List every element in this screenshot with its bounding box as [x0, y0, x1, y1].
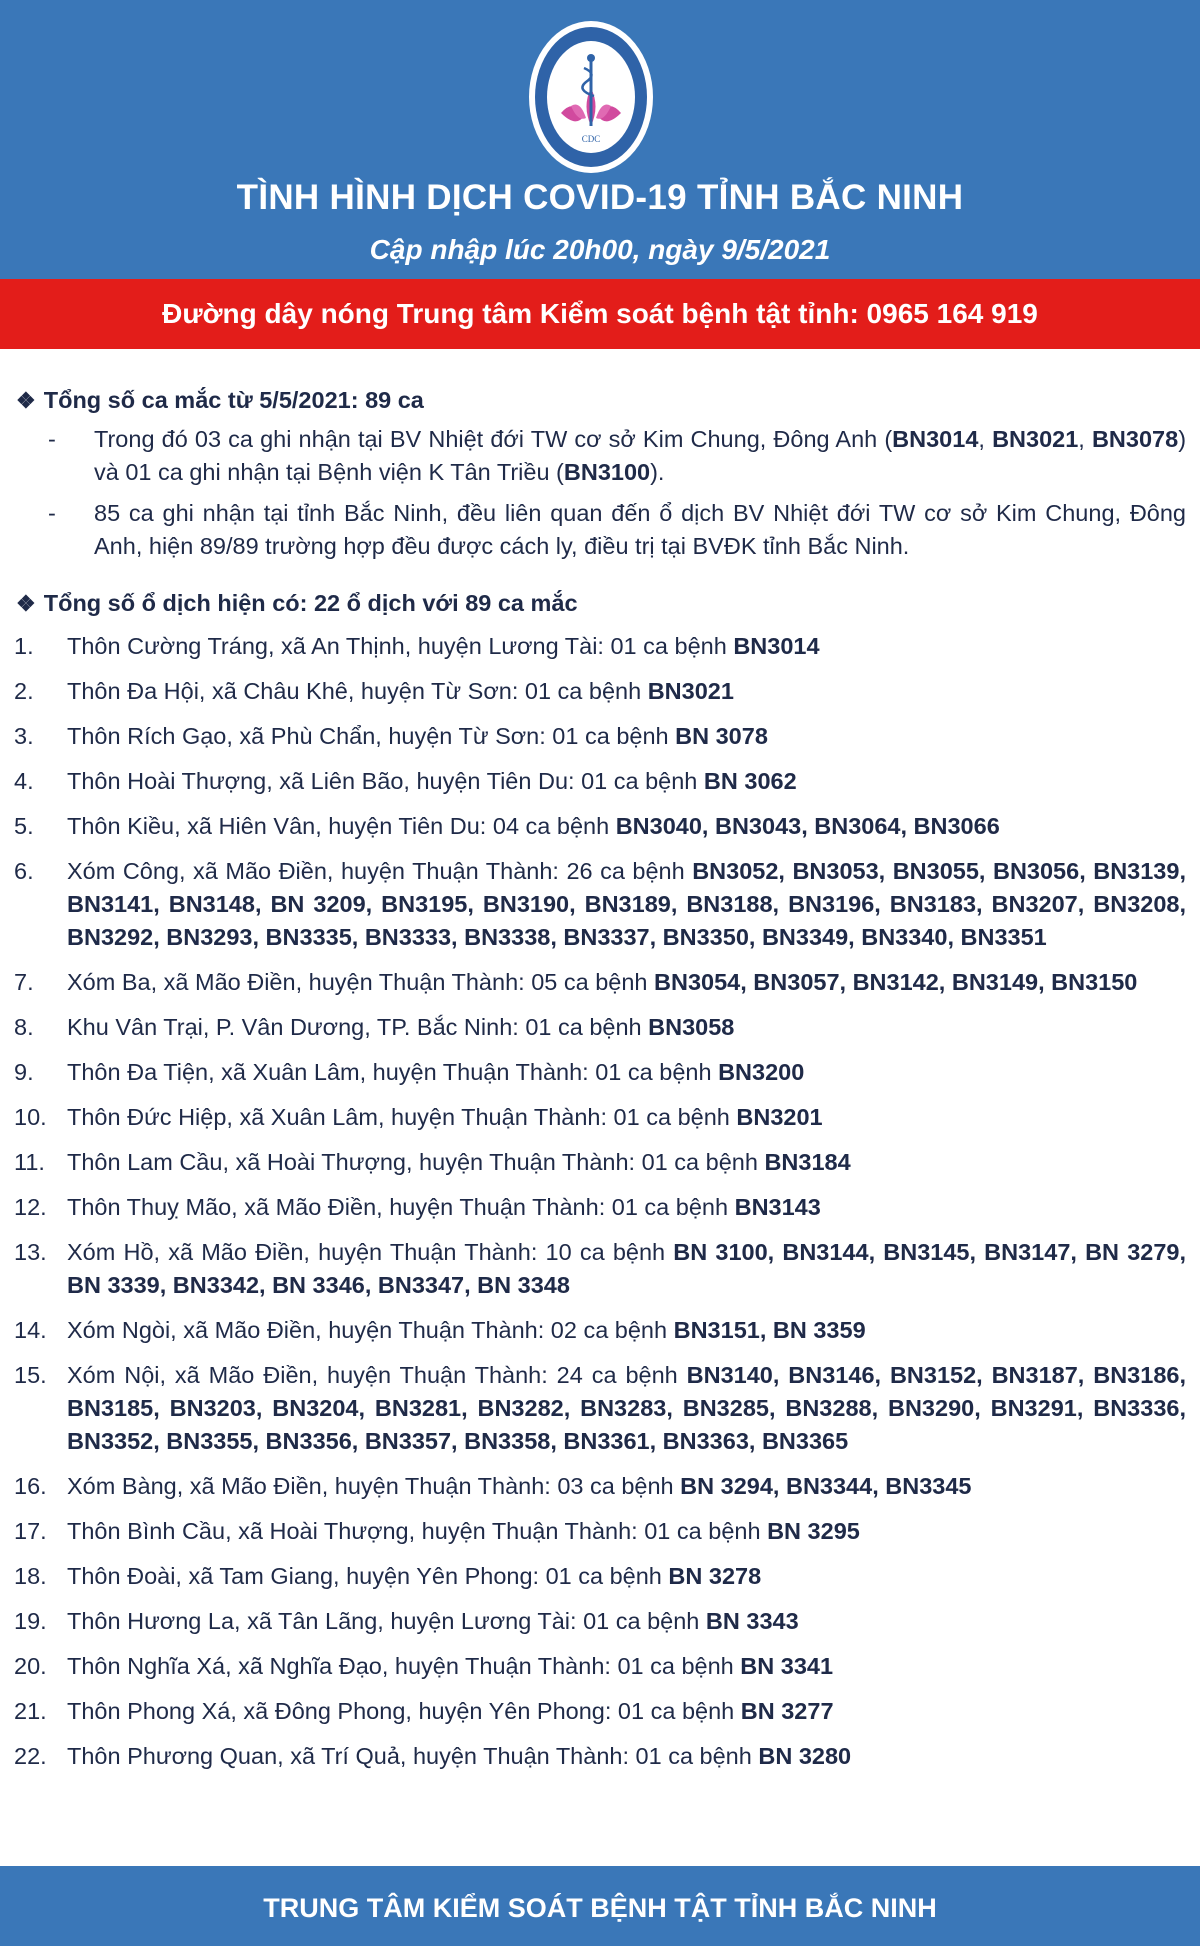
outbreak-case-ids: BN3058	[648, 1014, 735, 1040]
outbreak-number: 18.	[14, 1563, 47, 1589]
dash-bullet: -	[48, 426, 56, 452]
outbreak-item	[14, 1056, 1186, 1089]
outbreak-item	[14, 720, 1186, 753]
outbreak-case-ids: BN3140, BN3146, BN3152, BN3187, BN3186, BN3185, BN3203, BN3204, BN3281, BN3282, BN3283, BN3285, BN3288, BN3290, BN3291, BN3336, BN3352, BN3355, BN3356, BN3357, BN3358, BN3361, BN3363, BN3365	[67, 1362, 1186, 1454]
dash-bullet: -	[48, 500, 56, 526]
outbreak-item	[14, 1011, 1186, 1044]
outbreak-item	[14, 855, 1186, 954]
outbreak-text	[67, 966, 1186, 999]
outbreak-case-ids: BN 3078	[675, 723, 768, 749]
summary-text-2: 85 ca ghi nhận tại tỉnh Bắc Ninh, đều liên quan đến ổ dịch BV Nhiệt đới TW cơ sở Kim Chung, Đông Anh, hiện 89/89 trường hợp đều được cách ly, điều trị tại BVĐK tỉnh Bắc Ninh.	[94, 500, 1186, 559]
outbreak-number: 5.	[14, 813, 34, 839]
outbreak-item	[14, 1470, 1186, 1503]
outbreak-text	[67, 810, 1186, 843]
outbreak-item	[14, 1650, 1186, 1683]
outbreak-location: Xóm Nội, xã Mão Điền, huyện Thuận Thành: 24 ca bệnh	[67, 1362, 687, 1388]
outbreak-text	[67, 1146, 1186, 1179]
outbreak-text	[67, 1470, 1186, 1503]
outbreak-location: Thôn Phong Xá, xã Đông Phong, huyện Yên Phong: 01 ca bệnh	[67, 1698, 741, 1724]
cdc-logo	[526, 18, 656, 176]
header-banner	[0, 0, 1200, 279]
outbreak-location: Thôn Đoài, xã Tam Giang, huyện Yên Phong: 01 ca bệnh	[67, 1563, 669, 1589]
outbreak-location: Xóm Công, xã Mão Điền, huyện Thuận Thành: 26 ca bệnh	[67, 858, 693, 884]
outbreak-list	[14, 630, 1186, 1773]
outbreak-case-ids: BN3052, BN3053, BN3055, BN3056, BN3139, BN3141, BN3148, BN 3209, BN3195, BN3190, BN3189, BN3188, BN3196, BN3183, BN3207, BN3208, BN3292, BN3293, BN3335, BN3333, BN3338, BN3337, BN3350, BN3349, BN3340, BN3351	[67, 858, 1186, 950]
outbreak-location: Thôn Hương La, xã Tân Lãng, huyện Lương Tài: 01 ca bệnh	[67, 1608, 706, 1634]
outbreak-item	[14, 1101, 1186, 1134]
outbreak-text	[67, 720, 1186, 753]
outbreak-text	[67, 1101, 1186, 1134]
outbreak-location: Thôn Rích Gạo, xã Phù Chẩn, huyện Từ Sơn: 01 ca bệnh	[67, 723, 676, 749]
outbreak-text	[67, 1191, 1186, 1224]
update-time: Cập nhập lúc 20h00, ngày 9/5/2021	[369, 234, 831, 265]
outbreak-item	[14, 1359, 1186, 1458]
outbreak-location: Thôn Đức Hiệp, xã Xuân Lâm, huyện Thuận Thành: 01 ca bệnh	[67, 1104, 737, 1130]
outbreak-case-ids: BN3184	[764, 1149, 851, 1175]
outbreak-item	[14, 1605, 1186, 1638]
outbreak-case-ids: BN3200	[718, 1059, 805, 1085]
outbreak-text	[67, 1740, 1186, 1773]
outbreak-location: Thôn Bình Cầu, xã Hoài Thượng, huyện Thuận Thành: 01 ca bệnh	[67, 1518, 768, 1544]
outbreak-number: 17.	[14, 1518, 47, 1544]
outbreak-case-ids: BN 3341	[740, 1653, 834, 1679]
outbreak-location: Thôn Thuỵ Mão, xã Mão Điền, huyện Thuận Thành: 01 ca bệnh	[67, 1194, 735, 1220]
outbreak-item	[14, 966, 1186, 999]
outbreak-case-ids: BN3201	[736, 1104, 823, 1130]
summary-item	[14, 423, 1186, 489]
outbreak-text	[67, 1515, 1186, 1548]
outbreak-number: 11.	[14, 1149, 45, 1175]
outbreak-text	[67, 1695, 1186, 1728]
outbreak-case-ids: BN 3100, BN3144, BN3145, BN3147, BN 3279, BN 3339, BN3342, BN 3346, BN3347, BN 3348	[67, 1239, 1186, 1298]
outbreak-case-ids: BN3040, BN3043, BN3064, BN3066	[615, 813, 1000, 839]
summary-text-1: Trong đó 03 ca ghi nhận tại BV Nhiệt đới TW cơ sở Kim Chung, Đông Anh (BN3014, BN3021, BN3078) và 01 ca ghi nhận tại Bệnh viện K Tân Triều (BN3100).	[94, 426, 1187, 485]
outbreak-item	[14, 1191, 1186, 1224]
outbreak-number: 10.	[14, 1104, 47, 1130]
outbreak-text	[67, 765, 1186, 798]
footer-banner: TRUNG TÂM KIỂM SOÁT BỆNH TẬT TỈNH BẮC NINH	[0, 1866, 1200, 1946]
outbreak-text	[67, 1236, 1186, 1302]
outbreak-item	[14, 630, 1186, 663]
outbreak-number: 20.	[14, 1653, 47, 1679]
outbreak-text	[67, 1650, 1186, 1683]
outbreak-location: Thôn Cường Tráng, xã An Thịnh, huyện Lương Tài: 01 ca bệnh	[67, 633, 734, 659]
outbreak-item	[14, 1515, 1186, 1548]
outbreak-location: Thôn Phương Quan, xã Trí Quả, huyện Thuận Thành: 01 ca bệnh	[67, 1743, 759, 1769]
outbreak-number: 1.	[14, 633, 34, 659]
outbreak-text	[67, 1359, 1186, 1458]
outbreak-text	[67, 630, 1186, 663]
outbreak-number: 9.	[14, 1059, 34, 1085]
outbreak-case-ids: BN 3277	[740, 1698, 834, 1724]
outbreak-text	[67, 1314, 1186, 1347]
outbreak-number: 19.	[14, 1608, 47, 1634]
outbreak-item	[14, 1740, 1186, 1773]
outbreak-number: 4.	[14, 768, 34, 794]
outbreak-item	[14, 765, 1186, 798]
total-cases-title: Tổng số ca mắc từ 5/5/2021: 89 ca	[43, 387, 424, 413]
outbreak-location: Khu Vân Trại, P. Vân Dương, TP. Bắc Ninh: 01 ca bệnh	[67, 1014, 649, 1040]
outbreak-item	[14, 1560, 1186, 1593]
outbreak-location: Thôn Hoài Thượng, xã Liên Bão, huyện Tiên Du: 01 ca bệnh	[67, 768, 704, 794]
page-title: TÌNH HÌNH DỊCH COVID-19 TỈNH BẮC NINH	[236, 178, 964, 217]
outbreak-case-ids: BN3143	[734, 1194, 821, 1220]
outbreak-number: 2.	[14, 678, 34, 704]
outbreaks-title: Tổng số ổ dịch hiện có: 22 ổ dịch với 89 ca mắc	[43, 590, 578, 616]
diamond-bullet-icon: ❖	[16, 591, 36, 616]
outbreak-text	[67, 1560, 1186, 1593]
outbreak-location: Thôn Đa Tiện, xã Xuân Lâm, huyện Thuận Thành: 01 ca bệnh	[67, 1059, 719, 1085]
outbreak-text	[67, 1011, 1186, 1044]
main-content	[14, 384, 1186, 1785]
outbreak-item	[14, 675, 1186, 708]
outbreak-item	[14, 1146, 1186, 1179]
outbreaks-heading	[16, 587, 1186, 620]
outbreak-number: 16.	[14, 1473, 47, 1499]
outbreak-location: Xóm Bàng, xã Mão Điền, huyện Thuận Thành: 03 ca bệnh	[67, 1473, 681, 1499]
outbreak-case-ids: BN 3278	[668, 1563, 762, 1589]
outbreak-location: Thôn Đa Hội, xã Châu Khê, huyện Từ Sơn: 01 ca bệnh	[67, 678, 648, 704]
outbreak-number: 8.	[14, 1014, 34, 1040]
outbreak-location: Thôn Kiều, xã Hiên Vân, huyện Tiên Du: 04 ca bệnh	[67, 813, 616, 839]
total-cases-heading	[16, 384, 1186, 417]
outbreak-case-ids: BN 3062	[703, 768, 797, 794]
outbreak-case-ids: BN 3295	[767, 1518, 860, 1544]
outbreak-case-ids: BN3021	[647, 678, 734, 704]
outbreak-number: 22.	[14, 1743, 47, 1769]
outbreak-item	[14, 1236, 1186, 1302]
outbreak-text	[67, 1605, 1186, 1638]
outbreak-item	[14, 810, 1186, 843]
outbreak-location: Thôn Nghĩa Xá, xã Nghĩa Đạo, huyện Thuận Thành: 01 ca bệnh	[67, 1653, 741, 1679]
outbreak-item	[14, 1314, 1186, 1347]
outbreak-location: Xóm Hồ, xã Mão Điền, huyện Thuận Thành: 10 ca bệnh	[67, 1239, 674, 1265]
outbreak-case-ids: BN 3294, BN3344, BN3345	[680, 1473, 972, 1499]
outbreak-location: Xóm Ngòi, xã Mão Điền, huyện Thuận Thành: 02 ca bệnh	[67, 1317, 674, 1343]
outbreak-text	[67, 1056, 1186, 1089]
outbreak-number: 14.	[14, 1317, 47, 1343]
outbreak-text	[67, 675, 1186, 708]
outbreak-case-ids: BN 3280	[758, 1743, 852, 1769]
outbreak-number: 15.	[14, 1362, 47, 1388]
outbreak-text	[67, 855, 1186, 954]
outbreak-item	[14, 1695, 1186, 1728]
outbreak-number: 7.	[14, 969, 34, 995]
outbreak-number: 3.	[14, 723, 34, 749]
summary-item	[14, 497, 1186, 563]
hotline-banner: Đường dây nóng Trung tâm Kiểm soát bệnh tật tỉnh: 0965 164 919	[0, 279, 1200, 349]
outbreak-case-ids: BN 3343	[705, 1608, 799, 1634]
outbreak-case-ids: BN3054, BN3057, BN3142, BN3149, BN3150	[654, 969, 1138, 995]
outbreak-case-ids: BN3014	[733, 633, 820, 659]
outbreak-number: 12.	[14, 1194, 47, 1220]
outbreak-number: 6.	[14, 858, 34, 884]
outbreak-number: 13.	[14, 1239, 47, 1265]
outbreak-case-ids: BN3151, BN 3359	[673, 1317, 866, 1343]
outbreak-location: Thôn Lam Cầu, xã Hoài Thượng, huyện Thuận Thành: 01 ca bệnh	[67, 1149, 765, 1175]
outbreak-number: 21.	[14, 1698, 47, 1724]
svg-text:CDC: CDC	[581, 134, 601, 144]
diamond-bullet-icon: ❖	[16, 388, 36, 413]
outbreak-location: Xóm Ba, xã Mão Điền, huyện Thuận Thành: 05 ca bệnh	[67, 969, 655, 995]
